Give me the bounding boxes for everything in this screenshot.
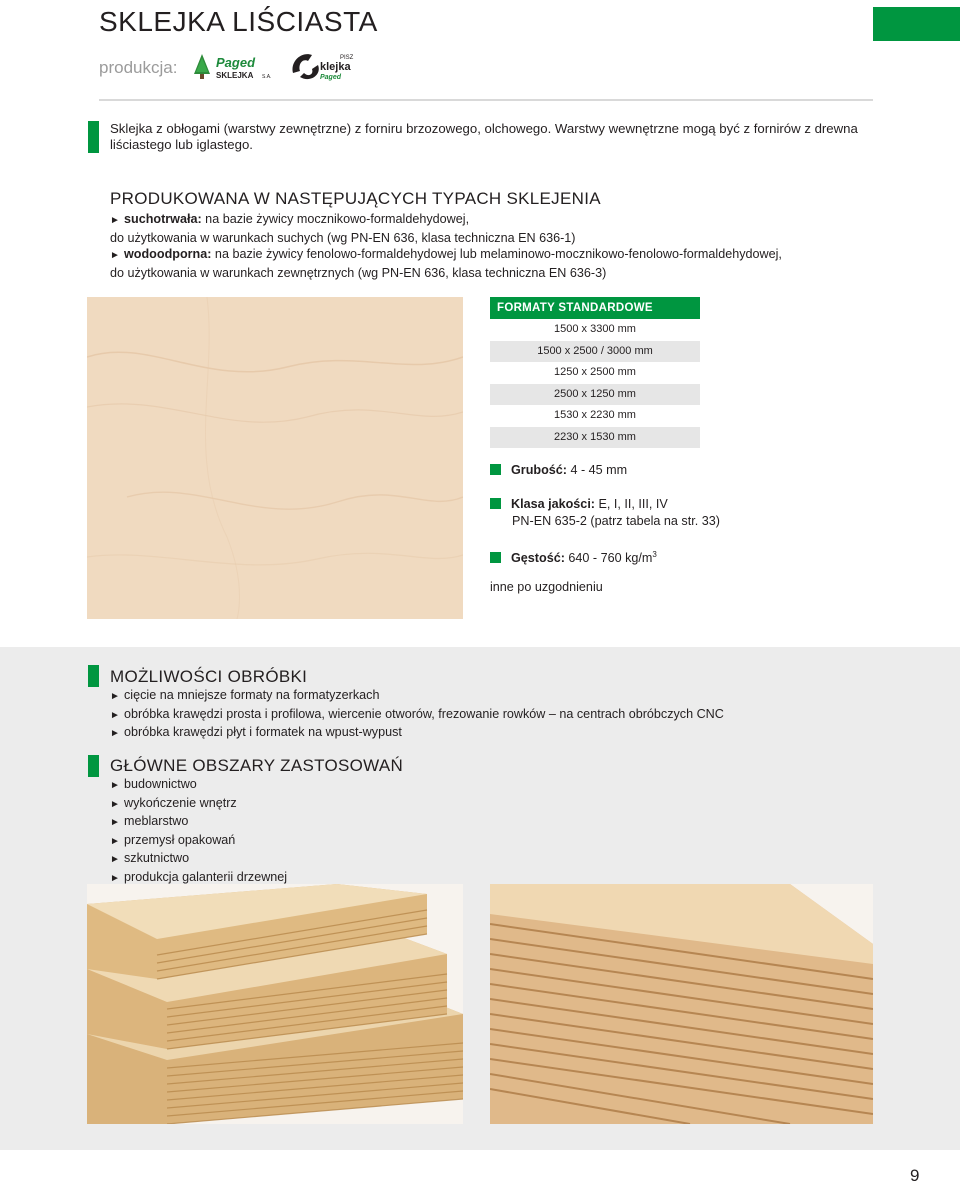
type-term: wodoodporna: bbox=[124, 247, 212, 262]
type-desc: na bazie żywicy fenolowo-formaldehydowej lub melaminowo-mocznikowo-fenolowo-formaldehydowej, bbox=[211, 247, 782, 262]
spec-value: 4 - 45 mm bbox=[566, 463, 628, 477]
footer-strip bbox=[0, 1150, 960, 1189]
list-item bbox=[110, 850, 287, 869]
spec-value: 640 - 760 kg/m bbox=[564, 551, 653, 566]
table-row: 1250 x 2500 mm bbox=[554, 366, 636, 378]
header-divider bbox=[99, 99, 873, 101]
spec-label: Grubość: bbox=[511, 463, 567, 477]
list-item-text: meblarstwo bbox=[124, 814, 189, 829]
bullet-arrow-icon: ► bbox=[110, 817, 120, 829]
spec-unit-sup: 3 bbox=[652, 550, 657, 559]
list-item-text: cięcie na mniejsze formaty na formatyzerkach bbox=[124, 688, 380, 702]
page-number: 9 bbox=[910, 1166, 920, 1185]
bullet-arrow-icon: ► bbox=[110, 854, 120, 866]
section-tab bbox=[873, 7, 960, 41]
list-item bbox=[110, 776, 287, 795]
spec-value: E, I, II, III, IV bbox=[595, 497, 668, 511]
bullet-arrow-icon: ► bbox=[110, 798, 120, 810]
plywood-edges-photo-right bbox=[490, 884, 873, 1124]
type-desc: na bazie żywicy mocznikowo-formaldehydowej, bbox=[201, 212, 470, 226]
bullet-arrow-icon: ► bbox=[110, 215, 120, 226]
applications-heading: GŁÓWNE OBSZARY ZASTOSOWAŃ bbox=[110, 756, 404, 775]
spec-label: Klasa jakości: bbox=[511, 497, 596, 511]
list-item-text: produkcja galanterii drzewnej bbox=[124, 869, 288, 884]
table-row: 2230 x 1530 mm bbox=[490, 427, 700, 449]
bullet-arrow-icon: ► bbox=[110, 250, 120, 262]
producer-label: produkcja: bbox=[99, 58, 178, 77]
green-square-icon bbox=[490, 552, 501, 563]
applications-list bbox=[110, 776, 287, 888]
type-desc-cont: do użytkowania w warunkach zewnętrznych (wg PN-EN 636, klasa techniczna EN 636-3) bbox=[110, 265, 607, 280]
svg-text:klejka: klejka bbox=[320, 61, 351, 73]
intro-text: Sklejka z obłogami (warstwy zewnętrzne) z forniru brzozowego, olchowego. Warstwy wewnętrzne mogą być z fornirów z drewna liściastego lub iglastego. bbox=[110, 121, 858, 152]
table-row: 1500 x 3300 mm bbox=[554, 323, 636, 335]
list-item-text: przemysł opakowań bbox=[124, 832, 236, 847]
list-item bbox=[110, 706, 724, 725]
type-item-waterproof bbox=[110, 246, 890, 265]
bullet-arrow-icon: ► bbox=[110, 872, 120, 884]
intro-accent-bar bbox=[88, 121, 99, 153]
svg-text:SKLEJKA: SKLEJKA bbox=[216, 71, 254, 80]
plywood-stack-photo-left bbox=[87, 884, 463, 1124]
svg-text:Paged: Paged bbox=[320, 74, 342, 81]
density-spec bbox=[490, 546, 657, 567]
green-square-icon bbox=[490, 464, 501, 475]
table-row: 1500 x 2500 / 3000 mm bbox=[490, 341, 700, 363]
list-item bbox=[110, 795, 287, 814]
table-row: 2500 x 1250 mm bbox=[490, 384, 700, 406]
quality-class-note: PN-EN 635-2 (patrz tabela na str. 33) bbox=[512, 514, 720, 528]
green-square-icon bbox=[490, 498, 501, 509]
bullet-arrow-icon: ► bbox=[110, 835, 120, 847]
bullet-arrow-icon: ► bbox=[110, 691, 120, 702]
paged-sklejka-logo bbox=[190, 52, 280, 82]
type-desc-cont: do użytkowania w warunkach suchych (wg PN-EN 636, klasa techniczna EN 636-1) bbox=[110, 230, 576, 245]
bullet-arrow-icon: ► bbox=[110, 780, 120, 791]
type-item-dry bbox=[110, 211, 890, 230]
other-note: inne po uzgodnieniu bbox=[490, 580, 603, 594]
types-heading: PRODUKOWANA W NASTĘPUJĄCYCH TYPACH SKLEJENIA bbox=[110, 189, 601, 208]
quality-class-spec bbox=[490, 496, 668, 513]
processing-list bbox=[110, 687, 724, 743]
list-item bbox=[110, 832, 287, 851]
list-item bbox=[110, 813, 287, 832]
list-item-text: obróbka krawędzi prosta i profilowa, wiercenie otworów, frezowanie rowków – na centrach obróbczych CNC bbox=[124, 706, 724, 721]
spec-label: Gęstość: bbox=[511, 551, 565, 566]
svg-text:Paged: Paged bbox=[216, 55, 256, 70]
list-item-text: obróbka krawędzi płyt i formatek na wpust-wypust bbox=[124, 725, 402, 740]
list-item-text: szkutnictwo bbox=[124, 851, 190, 866]
list-item-text: wykończenie wnętrz bbox=[124, 795, 237, 810]
processing-heading: MOŻLIWOŚCI OBRÓBKI bbox=[110, 667, 308, 686]
processing-accent-bar bbox=[88, 665, 99, 687]
plywood-surface-image bbox=[87, 297, 463, 619]
svg-text:PISZ: PISZ bbox=[340, 55, 354, 61]
formats-table bbox=[490, 297, 700, 448]
table-row: 1530 x 2230 mm bbox=[554, 409, 636, 421]
list-item-text: budownictwo bbox=[124, 777, 197, 791]
list-item bbox=[110, 724, 724, 743]
thickness-spec bbox=[490, 462, 627, 479]
page-title: SKLEJKA LIŚCIASTA bbox=[99, 6, 378, 37]
formats-heading: FORMATY STANDARDOWE bbox=[490, 297, 700, 319]
type-term: suchotrwała: bbox=[124, 212, 202, 226]
pisz-klejka-logo bbox=[290, 49, 360, 83]
bullet-arrow-icon: ► bbox=[110, 709, 120, 721]
list-item bbox=[110, 687, 724, 706]
applications-accent-bar bbox=[88, 755, 99, 777]
svg-text:S.A.: S.A. bbox=[262, 74, 272, 80]
bullet-arrow-icon: ► bbox=[110, 728, 120, 740]
types-list bbox=[110, 211, 890, 281]
